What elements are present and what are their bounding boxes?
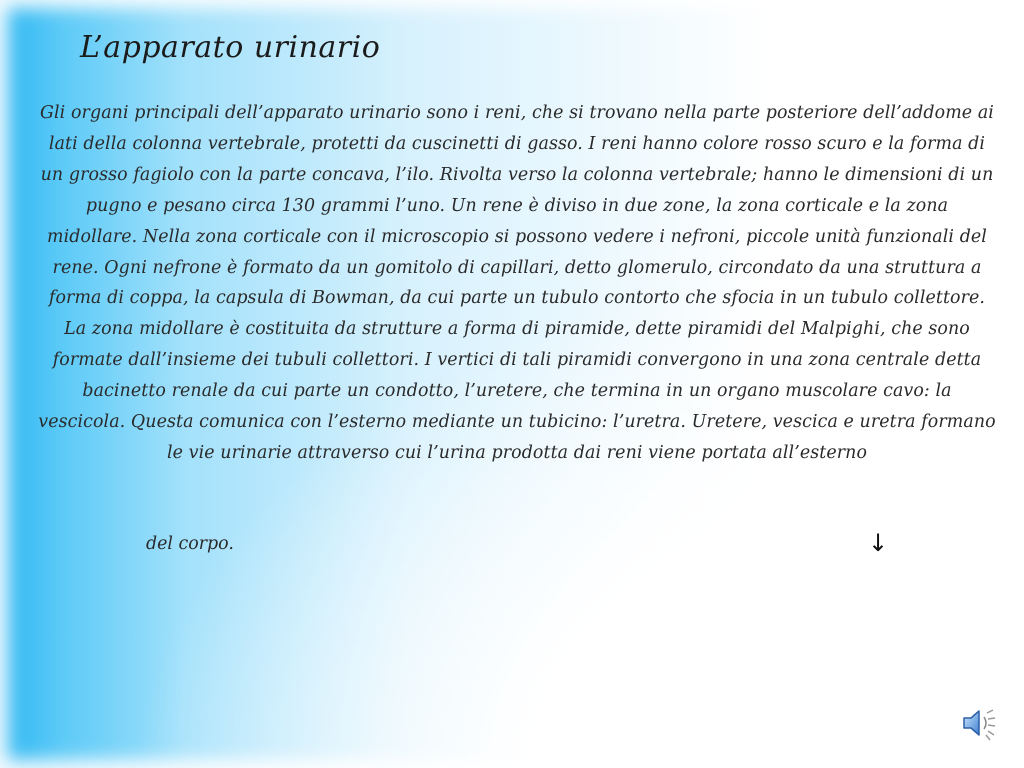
down-arrow-icon: ↓ [868,529,889,557]
slide-body-paragraph-end: del corpo. [146,534,234,554]
slide-title: L’apparato urinario [80,30,381,65]
slide-body-paragraph: Gli organi principali dell’apparato urinario sono i reni, che si trovano nella parte posteriore dell’addome ai lati della colonna vertebrale, protetti da cuscinetti di gasso. I reni hanno colore rosso scuro e la forma di un grosso fagiolo con la parte concava, l’ilo. Rivolta verso la colonna vertebrale; hanno le dimensioni di un pugno e pesano circa 130 grammi l’uno. Un rene è diviso in due zone, la zona corticale e la zona midollare. Nella zona corticale con il microscopio si possono vedere i nefroni, piccole unità funzionali del rene. Ogni nefrone è formato da un gomitolo di capillari, detto glomerulo, circondato da una struttura a forma di coppa, la capsula di Bowman, da cui parte un tubulo contorto che sfocia in un tubulo collettore. La zona midollare è costituita da strutture a forma di piramide, dette piramidi del Malpighi, che sono formate dall’insieme dei tubuli collettori. I vertici di tali piramidi convergono in una zona centrale detta bacinetto renale da cui parte un condotto, l’uretere, che termina in un organo muscolare cavo: la vescicola. Questa comunica con l’esterno mediante un tubicino: l’uretra. Uretere, vescica e uretra formano le vie urinarie attraverso cui l’urina prodotta dai reni viene portata all’esterno [38,103,996,463]
speaker-icon[interactable] [960,704,1000,742]
speaker-icon-graphic [960,704,1000,742]
